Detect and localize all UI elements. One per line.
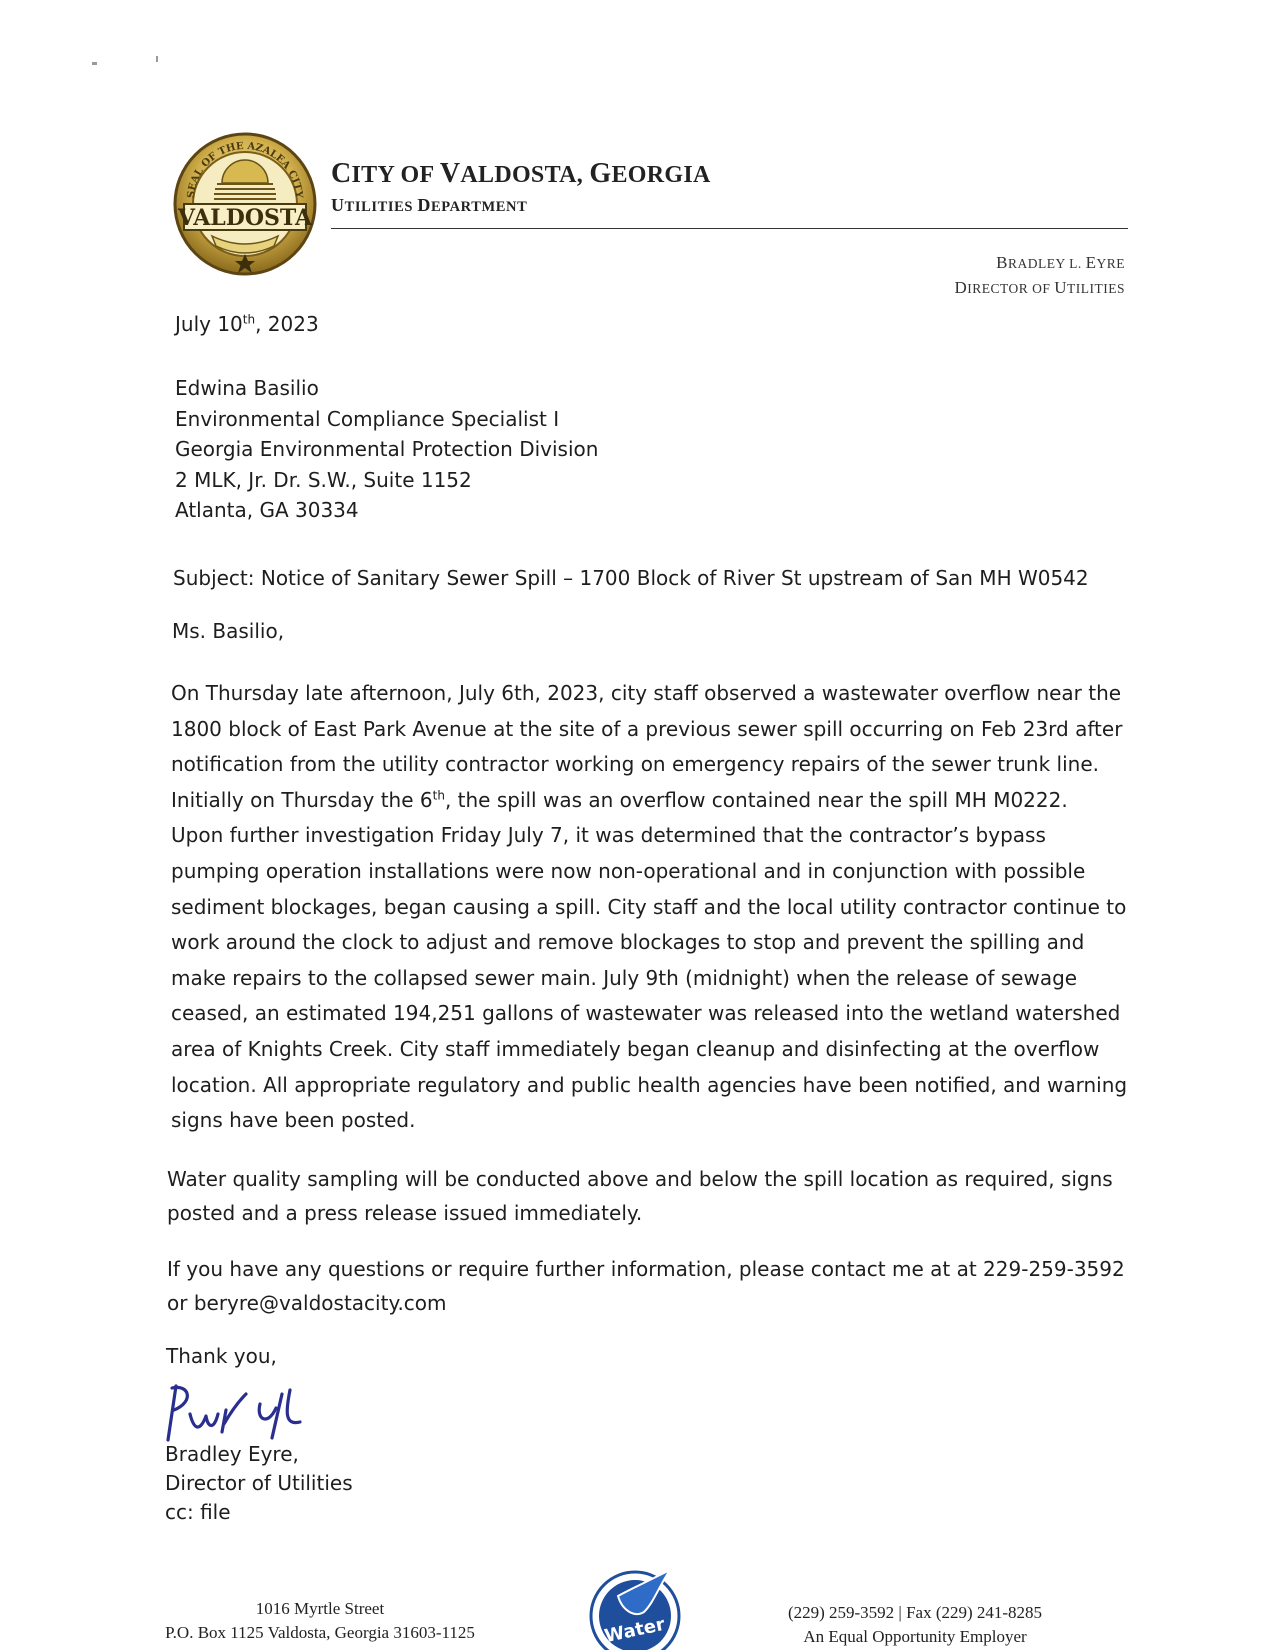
body-paragraph-1: On Thursday late afternoon, July 6th, 2023, city staff observed a wastewater overflow near the 1800 block of East Park Avenue at the site of a previous sewer spill occurring on Feb 23rd after notification from the utility contractor working on emergency repairs of the sewer trunk line. Initially on Thursday the 6th, the spill was an overflow contained near the spill MH M0222. Upon further investigation Friday July 7, it was determined that the contractor’s bypass pumping operation installations were now non-operational and in conjunction with possible sediment blockages, began causing a spill. City staff and the local utility contractor continue to work around the clock to adjust and remove blockages to stop and prevent the spilling and make repairs to the collapsed sewer main. July 9th (midnight) when the release of sewage ceased, an estimated 194,251 gallons of wastewater was released into the wetland watershed area of Knights Creek. City staff immediately began cleanup and disinfecting at the overflow location. All appropriate regulatory and public health agencies have been notified, and warning signs have been posted.: [171, 681, 1128, 1133]
recipient-street: 2 MLK, Jr. Dr. S.W., Suite 1152: [175, 467, 472, 492]
scan-speck: [92, 62, 97, 65]
director-name: BRADLEY L. EYRE: [996, 253, 1125, 272]
logo-text: Water: [602, 1613, 667, 1648]
closing: Thank you,: [166, 1344, 277, 1368]
footer-contact: (229) 259-3592 | Fax (229) 241-8285 An Equal Opportunity Employer: [787, 1603, 1043, 1646]
seal-label: VALDOSTA: [177, 205, 313, 231]
salutation: Ms. Basilio,: [172, 619, 285, 643]
recipient-city: Atlanta, GA 30334: [175, 498, 359, 522]
body-paragraph-2: Water quality sampling will be conducted above and below the spill location as required, signs posted and a press release issued immediately.: [167, 1167, 1113, 1225]
recipient-name: Edwina Basilio: [175, 376, 319, 400]
letterhead-department: UTILITIES DEPARTMENT: [331, 195, 528, 215]
cc-line: cc: file: [165, 1500, 231, 1524]
signature-block: [165, 1440, 353, 1527]
recipient-address: [175, 373, 598, 526]
body-paragraph-3: If you have any questions or require further information, please contact me at at 229-259-3592 or beryre@valdostacity.com: [167, 1257, 1125, 1315]
scan-speck: [156, 56, 158, 62]
subject-line: Subject: Notice of Sanitary Sewer Spill – 1700 Block of River St upstream of San MH W0542: [173, 566, 1089, 590]
svg-text:SEAL OF THE AZALEA CITY: SEAL OF THE AZALEA CITY: [185, 140, 305, 199]
water-drop-logo-icon: [588, 1566, 684, 1650]
footer-address: 1016 Myrtle Street P.O. Box 1125 Valdosta, Georgia 31603-1125: [165, 1599, 475, 1642]
recipient-title: Environmental Compliance Specialist I: [175, 406, 560, 431]
letterhead-title: CITY OF VALDOSTA, GEORGIA: [331, 158, 711, 189]
letter-date: July 10th, 2023: [175, 312, 319, 336]
city-seal-icon: [172, 128, 318, 286]
director-block: [954, 251, 1125, 301]
letterhead-rule: [331, 228, 1128, 229]
director-title: DIRECTOR OF UTILITIES: [954, 278, 1125, 297]
recipient-org: Georgia Environmental Protection Division: [175, 437, 599, 461]
signatory-title: Director of Utilities: [165, 1471, 353, 1495]
signatory-name: Bradley Eyre,: [165, 1442, 299, 1466]
